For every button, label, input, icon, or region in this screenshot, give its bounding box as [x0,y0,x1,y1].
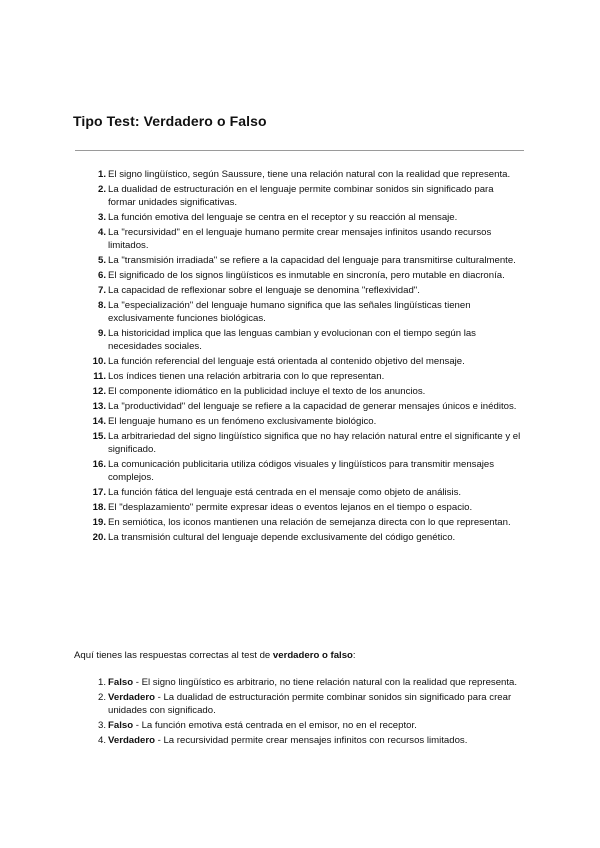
answer-number: 3. [97,720,106,731]
question-list [92,168,521,546]
question-number: 11. [93,371,106,382]
question-text: La "recursividad" en el lenguaje humano permite crear mensajes infinitos usando recursos limitados. [108,227,492,251]
question-text: La función referencial del lenguaje está orientada al contenido objetivo del mensaje. [108,356,465,367]
answer-list [96,676,526,749]
question-text: La capacidad de reflexionar sobre el lenguaje se denomina "reflexividad". [108,285,420,296]
question-item [92,385,521,398]
answer-number: 1. [97,677,106,688]
answer-explanation: - La función emotiva está centrada en el emisor, no en el receptor. [133,720,417,731]
answer-number: 4. [97,735,106,746]
question-item [92,501,521,514]
answers-intro [74,649,534,662]
question-text: La arbitrariedad del signo lingüístico significa que no hay relación natural entre el significante y el significado. [108,431,521,455]
answer-verdict: Falso [108,677,134,688]
question-text: La "especialización" del lenguaje humano significa que las señales lingüísticas tienen exclusivamente funciones biológicas. [108,300,471,324]
question-text: La función emotiva del lenguaje se centra en el receptor y su reacción al mensaje. [108,212,458,223]
answer-verdict: Falso [108,720,134,731]
question-item [92,531,521,544]
question-number: 2. [97,184,106,195]
question-text: La función fática del lenguaje está centrada en el mensaje como objeto de análisis. [108,487,462,498]
question-number: 7. [97,285,106,296]
question-number: 9. [97,328,106,339]
question-number: 13. [92,401,106,412]
question-number: 20. [92,532,106,543]
question-item [96,183,521,209]
question-text: La transmisión cultural del lenguaje depende exclusivamente del código genético. [108,532,456,543]
question-number: 14. [92,416,106,427]
question-item [92,355,521,368]
question-number: 18. [92,502,106,513]
question-text: El componente idiomático en la publicidad incluye el texto de los anuncios. [108,386,426,397]
question-item [96,327,521,353]
answer-item [96,691,526,717]
question-text: En semiótica, los iconos mantienen una relación de semejanza directa con lo que representan. [108,517,511,528]
answer-explanation: - La dualidad de estructuración permite combinar sonidos sin significado para crear unidades con significado. [108,692,512,716]
question-text: La dualidad de estructuración en el lenguaje permite combinar sonidos sin significado para formar unidades significativas. [108,184,494,208]
answer-explanation: - El signo lingüístico es arbitrario, no tiene relación natural con la realidad que representa. [133,677,518,688]
question-number: 16. [92,459,106,470]
answer-item [96,734,526,747]
question-text: El signo lingüístico, según Saussure, tiene una relación natural con la realidad que representa. [108,169,511,180]
question-item [96,284,521,297]
question-item [96,211,521,224]
question-item [96,254,521,267]
question-number: 10. [92,356,106,367]
question-item [96,299,521,325]
question-number: 1. [97,169,106,180]
question-text: Los índices tienen una relación arbitraria con lo que representan. [108,371,385,382]
answer-item [96,676,526,689]
answer-verdict: Verdadero [108,692,155,703]
answers-intro-text: Aquí tienes las respuestas correctas al test de [74,650,273,661]
question-number: 5. [97,255,106,266]
question-number: 8. [97,300,106,311]
question-number: 4. [97,227,106,238]
question-text: La comunicación publicitaria utiliza códigos visuales y lingüísticos para transmitir mensajes complejos. [108,459,495,483]
question-item [92,516,521,529]
question-number: 17. [92,487,106,498]
answer-explanation: - La recursividad permite crear mensajes infinitos con recursos limitados. [154,735,468,746]
question-item [96,168,521,181]
question-text: El lenguaje humano es un fenómeno exclusivamente biológico. [108,416,377,427]
question-text: La "productividad" del lenguaje se refiere a la capacidad de generar mensajes únicos e inéditos. [108,401,517,412]
question-number: 3. [97,212,106,223]
question-text: El significado de los signos lingüísticos es inmutable en sincronía, pero mutable en diacronía. [108,270,505,281]
question-number: 15. [92,431,106,442]
question-number: 19. [92,517,106,528]
answer-item [96,719,526,732]
question-number: 6. [97,270,106,281]
question-text: La historicidad implica que las lenguas cambian y evolucionan con el tiempo según las necesidades sociales. [108,328,476,352]
answer-number: 2. [97,692,106,703]
question-item [96,269,521,282]
answers-intro-bold: verdadero o falso [272,650,353,661]
question-item [92,415,521,428]
question-item [93,370,521,383]
answer-verdict: Verdadero [108,735,155,746]
question-item [92,486,521,499]
question-text: La "transmisión irradiada" se refiere a la capacidad del lenguaje para transmitirse culturalmente. [108,255,516,266]
answers-intro-end: : [352,650,356,661]
horizontal-divider [75,150,524,151]
question-item [96,226,521,252]
question-text: El "desplazamiento" permite expresar ideas o eventos lejanos en el tiempo o espacio. [108,502,473,513]
question-item [92,430,521,456]
document-title: Tipo Test: Verdadero o Falso [73,113,267,129]
question-number: 12. [92,386,106,397]
question-item [92,400,521,413]
question-item [92,458,521,484]
